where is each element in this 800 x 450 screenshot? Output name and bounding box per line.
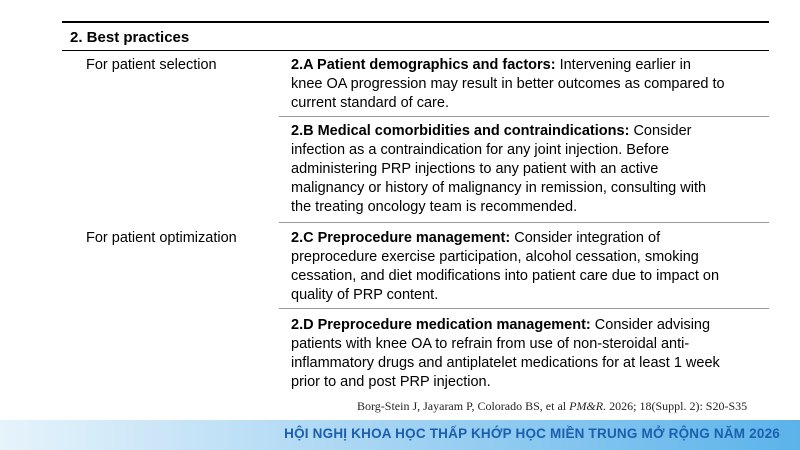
entry-line: quality of PRP content.	[291, 287, 439, 303]
entry-line: malignancy or history of malignancy in remission, consulting with	[291, 180, 707, 196]
table-header-rule	[62, 50, 769, 51]
entry-line: inflammatory drugs and antiplatelet medications for at least 1 week	[291, 355, 720, 371]
entry-separator	[279, 308, 769, 309]
entry-line	[291, 122, 771, 141]
entry-line	[291, 316, 771, 335]
entry-text: Consider integration of	[514, 230, 661, 246]
entry-line: preprocedure exercise participation, alcohol cessation, smoking	[291, 249, 699, 265]
entry-heading: 2.B Medical comorbidities and contraindications:	[291, 123, 630, 139]
entry-line: current standard of care.	[291, 95, 449, 111]
entry-2a	[291, 56, 771, 113]
entry-heading: 2.C Preprocedure management:	[291, 230, 511, 246]
entry-separator	[279, 116, 769, 117]
citation	[357, 399, 747, 414]
table-top-rule	[62, 21, 769, 23]
entry-line: cessation, and diet modifications into patient care due to impact on	[291, 268, 720, 284]
entry-line: infection as a contraindication for any joint injection. Before	[291, 142, 670, 158]
entry-line	[291, 229, 771, 248]
entry-2c	[291, 229, 771, 305]
entry-line: prior to and post PRP injection.	[291, 374, 491, 390]
section-title: 2. Best practices	[70, 29, 190, 46]
entry-heading: 2.A Patient demographics and factors:	[291, 57, 556, 73]
entry-text: Consider	[633, 123, 692, 139]
citation-journal: PM&R.	[569, 399, 607, 413]
footer-banner	[0, 420, 800, 450]
entry-line	[291, 56, 771, 75]
entry-line: knee OA progression may result in better outcomes as compared to	[291, 76, 725, 92]
entry-line: patients with knee OA to refrain from use of non-steroidal anti-	[291, 336, 690, 352]
entry-text: Consider advising	[594, 317, 711, 333]
footer-conference-title: HỘI NGHỊ KHOA HỌC THẤP KHỚP HỌC MIỀN TRUNG MỞ RỘNG NĂM 2026	[284, 426, 780, 441]
entry-2d	[291, 316, 771, 392]
entry-heading: 2.D Preprocedure medication management:	[291, 317, 591, 333]
citation-details: 2026; 18(Suppl. 2): S20-S35	[609, 399, 748, 413]
row-separator	[279, 222, 769, 223]
entry-line: administering PRP injections to any patient with an active	[291, 161, 659, 177]
entry-line: the treating oncology team is recommended.	[291, 199, 578, 215]
citation-authors: Borg-Stein J, Jayaram P, Colorado BS, et al	[357, 399, 567, 413]
entry-2b	[291, 122, 771, 217]
row-label-patient-optimization: For patient optimization	[86, 230, 237, 246]
row-label-patient-selection: For patient selection	[86, 57, 217, 73]
entry-text: Intervening earlier in	[559, 57, 691, 73]
